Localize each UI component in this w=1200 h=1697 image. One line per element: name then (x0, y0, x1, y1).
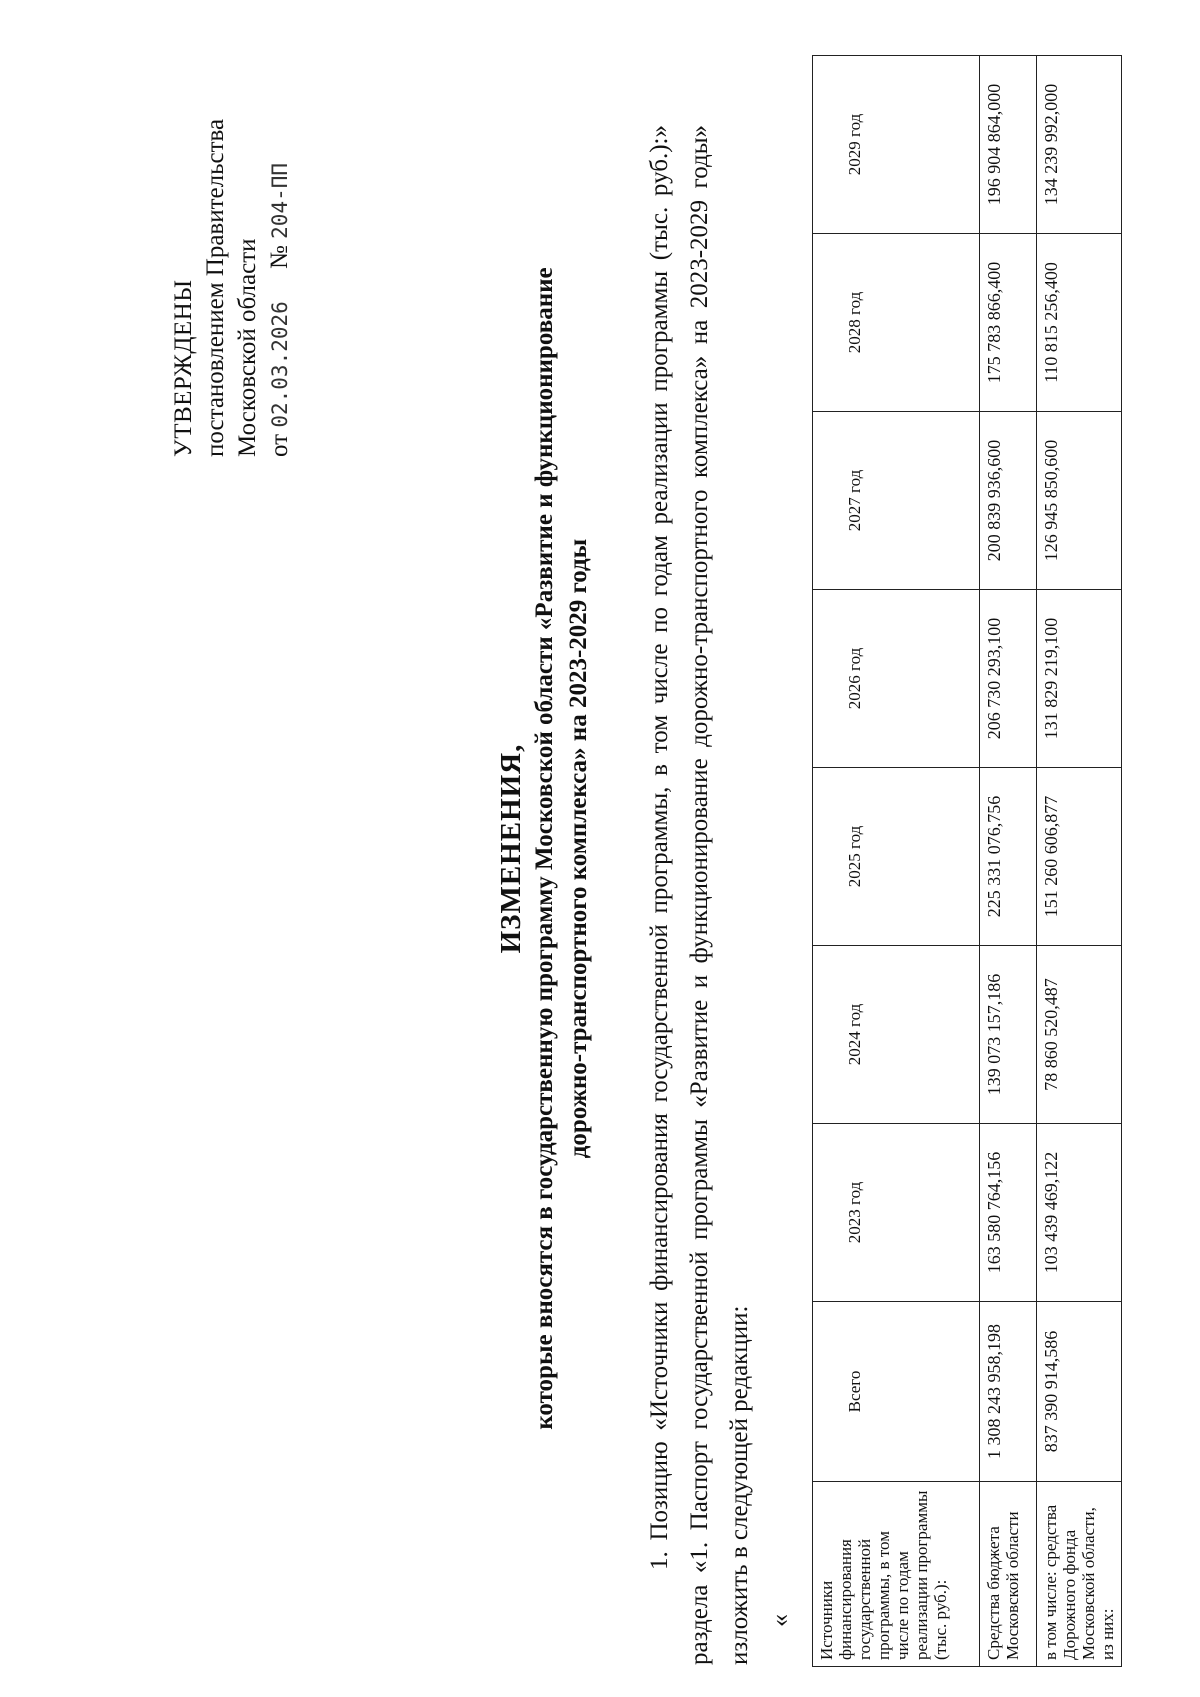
row-value: 110 815 256,400 (1037, 234, 1122, 412)
document-subtitle (528, 60, 596, 1637)
header-year: 2023 год (813, 1124, 980, 1302)
header-label: Источники финансирования государственной программы, в том числе по годам реализации программы (тыс. руб.): (813, 1482, 980, 1667)
row-value: 225 331 076,756 (980, 768, 1037, 946)
row-value: 131 829 219,100 (1037, 590, 1122, 768)
date-prefix: от (266, 433, 293, 457)
document-title: ИЗМЕНЕНИЯ, (495, 743, 527, 954)
row-value: 196 904 864,000 (980, 56, 1037, 234)
row-value: 139 073 157,186 (980, 946, 1037, 1124)
approval-stamp (168, 0, 296, 457)
row-value: 103 439 469,122 (1037, 1124, 1122, 1302)
table-row (980, 56, 1037, 1667)
row-value: 78 860 520,487 (1037, 946, 1122, 1124)
approval-date-line (264, 0, 296, 457)
header-year: 2028 год (813, 234, 980, 412)
opening-quote: « (765, 1614, 794, 1627)
header-year: 2024 год (813, 946, 980, 1124)
approval-line-1: постановлением Правительства (202, 118, 229, 457)
approval-line-2: Московской области (234, 238, 261, 457)
table-header-row (813, 56, 980, 1667)
header-year: 2027 год (813, 412, 980, 590)
header-year: 2025 год (813, 768, 980, 946)
body-paragraph: 1. Позицию «Источники финансирования государственной программы, в том числе по годам реализации программы (тыс. руб.):» раздела «1. Паспорт государственной программы «Развитие и функционирование дорожно-транспортного комплекса» на 2023-2029 годы» изложить в следующей редакции: (646, 125, 753, 1665)
row-value: 206 730 293,100 (980, 590, 1037, 768)
row-label: в том числе: средства Дорожного фонда Московской области, из них: (1037, 1482, 1122, 1667)
header-year: 2029 год (813, 56, 980, 234)
row-value: 126 945 850,600 (1037, 412, 1122, 590)
subtitle-line-1: которые вносятся в государственную программу Московской области «Развитие и функционирование (531, 267, 558, 1430)
header-total: Всего (813, 1302, 980, 1482)
number-prefix: № (266, 245, 293, 269)
subtitle-line-2: дорожно-транспортного комплекса» на 2023-2029 годы (565, 538, 592, 1159)
financing-table (812, 55, 1122, 1667)
header-year: 2026 год (813, 590, 980, 768)
approval-heading: УТВЕРЖДЕНЫ (170, 279, 197, 457)
table-row (1037, 56, 1122, 1667)
row-label: Средства бюджета Московской области (980, 1482, 1037, 1667)
approval-date: 02.03.2026 (268, 301, 292, 428)
row-value: 175 783 866,400 (980, 234, 1037, 412)
row-total: 837 390 914,586 (1037, 1302, 1122, 1482)
approval-number: 204-ПП (268, 162, 292, 239)
row-value: 134 239 992,000 (1037, 56, 1122, 234)
row-value: 163 580 764,156 (980, 1124, 1037, 1302)
row-value: 151 260 606,877 (1037, 768, 1122, 946)
row-total: 1 308 243 958,198 (980, 1302, 1037, 1482)
row-value: 200 839 936,600 (980, 412, 1037, 590)
